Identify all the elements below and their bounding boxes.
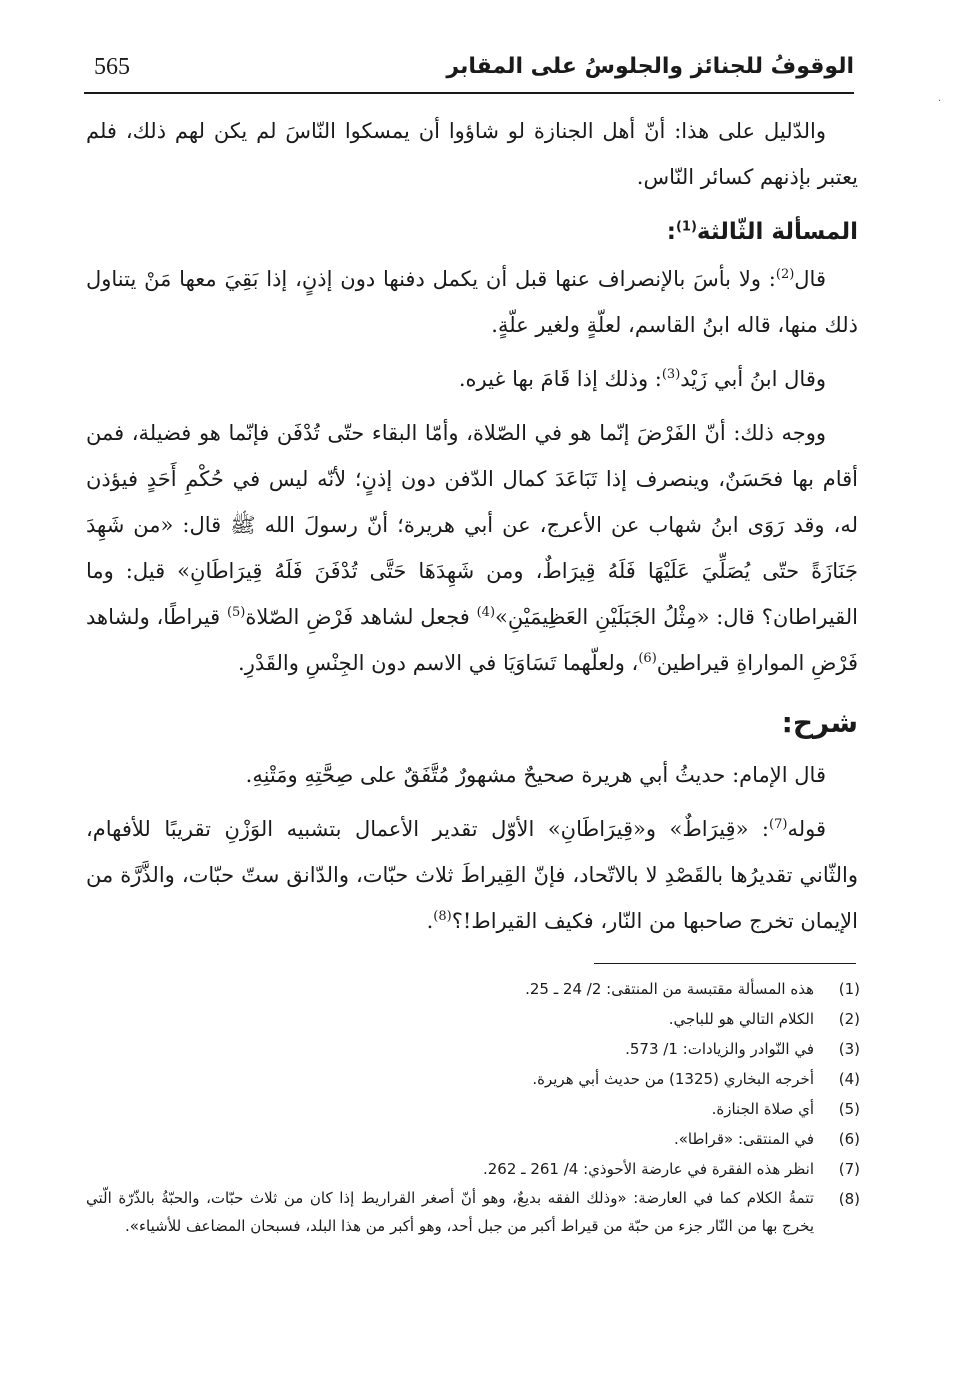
footnote-item: [86, 1124, 860, 1154]
footnote-number: (8): [838, 1190, 860, 1208]
footnote-ref-2[interactable]: (2): [775, 267, 795, 282]
footnote-item: [86, 1064, 860, 1094]
footnote-ref-6[interactable]: (6): [638, 651, 657, 666]
p3-lead: وقال ابنُ أبي زَيْد: [680, 367, 826, 391]
issue-heading: [86, 208, 858, 256]
p4-part-a: ووجه ذلك: أنّ الفَرْضَ إنّما هو في الصّلاة، وأمّا البقاء حتّى تُدْفَن فإنّما هو فضيلة، فمن أقام بها فحَسَنٌ، وينصرف إذا تَبَاعَدَ كمال الدّفن دون إذنٍ؛ لأنّه ليس في حُكْمِ أَحَدٍ فيؤذن له، وقد رَوَى ابنُ شهاب عن الأعرج، عن أبي هريرة؛ أنّ رسولَ الله ﷺ قال: «من شَهِدَ جَنَازَةً حتّى يُصَلِّيَ عَلَيْهَا فَلَهُ قِيرَاطٌ، ومن شَهِدَهَا حَتَّى تُدْفَنَ فَلَهُ قِيرَاطَانِ» قيل: وما القيراطان؟ قال: «مِثْلُ الجَبَلَيْنِ العَظِيمَيْنِ»: [86, 421, 859, 629]
p4-part-b: فجعل لشاهد فَرْضِ الصّلاة: [245, 605, 477, 629]
footnote-text: الكلام التالي هو للباجي.: [668, 1010, 814, 1028]
footnote-number: (7): [838, 1160, 860, 1178]
paragraph-imam: قال الإمام: حديثُ أبي هريرة صحيحٌ مشهورٌ مُتَّفَقٌ على صِحَّتِهِ ومَتْنِهِ.: [245, 763, 826, 787]
paragraph-reasoning: [86, 410, 858, 686]
paragraph-qala: [86, 256, 858, 348]
p2-text: : ولا بأسَ بالإنصراف عنها قبل أن يكمل دفنها دون إذنٍ، إذا بَقِيَ معها مَنْ يتناول ذلك منها، قاله ابنُ القاسم، لعلّةٍ ولغير علّةٍ.: [86, 267, 858, 337]
paragraph-evidence: والدّليل على هذا: أنّ أهل الجنازة لو شاؤوا أن يمسكوا النّاسَ لم يكن لهم ذلك، فلم يعتبر بإذنهم كسائر النّاس.: [86, 119, 858, 189]
footnote-number: (6): [838, 1130, 860, 1148]
paragraph-qirat: [86, 806, 858, 944]
footnote-number: (5): [838, 1100, 860, 1118]
footnote-text: أي صلاة الجنازة.: [711, 1100, 814, 1118]
footnote-number: (3): [838, 1040, 860, 1058]
footnote-ref-5[interactable]: (5): [226, 605, 246, 620]
p6-lead: قوله: [787, 817, 826, 841]
scan-mark: ·: [938, 96, 942, 107]
p2-lead: قال: [794, 267, 826, 291]
footnote-number: (4): [838, 1070, 860, 1088]
p4-part-c: قيراطًا، ولشاهد فَرْضِ المواراةِ قيراطين: [86, 605, 858, 675]
footnote-ref-1[interactable]: (1): [675, 219, 697, 235]
footnote-item: [86, 974, 860, 1004]
footnote-item: [86, 1004, 860, 1034]
sharh-heading: شرح:: [781, 706, 858, 739]
footnotes: [86, 974, 860, 1240]
issue-heading-colon: :: [666, 219, 676, 245]
p4-part-d: ، ولعلّهما تَسَاوَيَا في الاسم دون الجِنْسِ والقَدْرِ.: [238, 651, 639, 675]
footnote-number: (1): [838, 980, 860, 998]
footnote-text: أخرجه البخاري (1325) من حديث أبي هريرة.: [532, 1070, 814, 1088]
footnote-ref-8[interactable]: (8): [433, 909, 452, 924]
issue-heading-text: المسألة الثّالثة: [696, 219, 858, 245]
footnote-text: انظر هذه الفقرة في عارضة الأحوذي: 4/ 261 ـ 262.: [482, 1160, 814, 1178]
page-number: 565: [94, 54, 130, 80]
footnote-item: [86, 1034, 860, 1064]
page-header: [84, 48, 854, 94]
footnote-text: تتمةُ الكلام كما في العارضة: «وذلك الفقه بديعٌ، وهو أنّ أصغر القراريط إذا كان من ثلاث حبّات، والحبّةُ بالذّرّة الّتي يخرج بها من النّار جزء من حبّة من قيراط أكبر من جبل أحد، وهو أكبر من هذا البلد، فسبحان المضاعف للأشياء».: [86, 1189, 814, 1235]
running-head: الوقوفُ للجنائز والجلوسُ على المقابر: [446, 54, 854, 79]
p6-text: : «قِيرَاطٌ» و«قِيرَاطَانِ» الأوّل تقدير الأعمال بتشبيه الوَزْنِ تقريبًا للأفهام، والثّاني تقديرُها بالقَصْدِ لا بالاتّحاد، فإنّ القِيراطَ ثلاث حبّات، والدّانق ستّ حبّات، والذَّرَّة من الإيمان تخرج صاحبها من النّار، فكيف القيراط!؟: [86, 817, 858, 933]
main-text: [86, 108, 858, 952]
footnote-item: [86, 1184, 860, 1240]
footnote-ref-3[interactable]: (3): [661, 367, 681, 382]
footnote-ref-4[interactable]: (4): [476, 605, 496, 620]
footnote-text: في النّوادر والزيادات: 1/ 573.: [625, 1040, 814, 1058]
p6-end: .: [426, 909, 434, 933]
paragraph-ibn-abi-zayd: [86, 356, 858, 402]
footnote-item: [86, 1094, 860, 1124]
footnote-text: في المنتقى: «قراطا».: [673, 1130, 814, 1148]
footnote-ref-7[interactable]: (7): [769, 817, 788, 832]
p3-text: : وذلك إذا قَامَ بها غيره.: [458, 367, 662, 391]
footnote-text: هذه المسألة مقتبسة من المنتقى: 2/ 24 ـ 25.: [525, 980, 814, 998]
footnote-number: (2): [838, 1010, 860, 1028]
footnote-item: [86, 1154, 860, 1184]
footnote-separator: [594, 963, 856, 964]
